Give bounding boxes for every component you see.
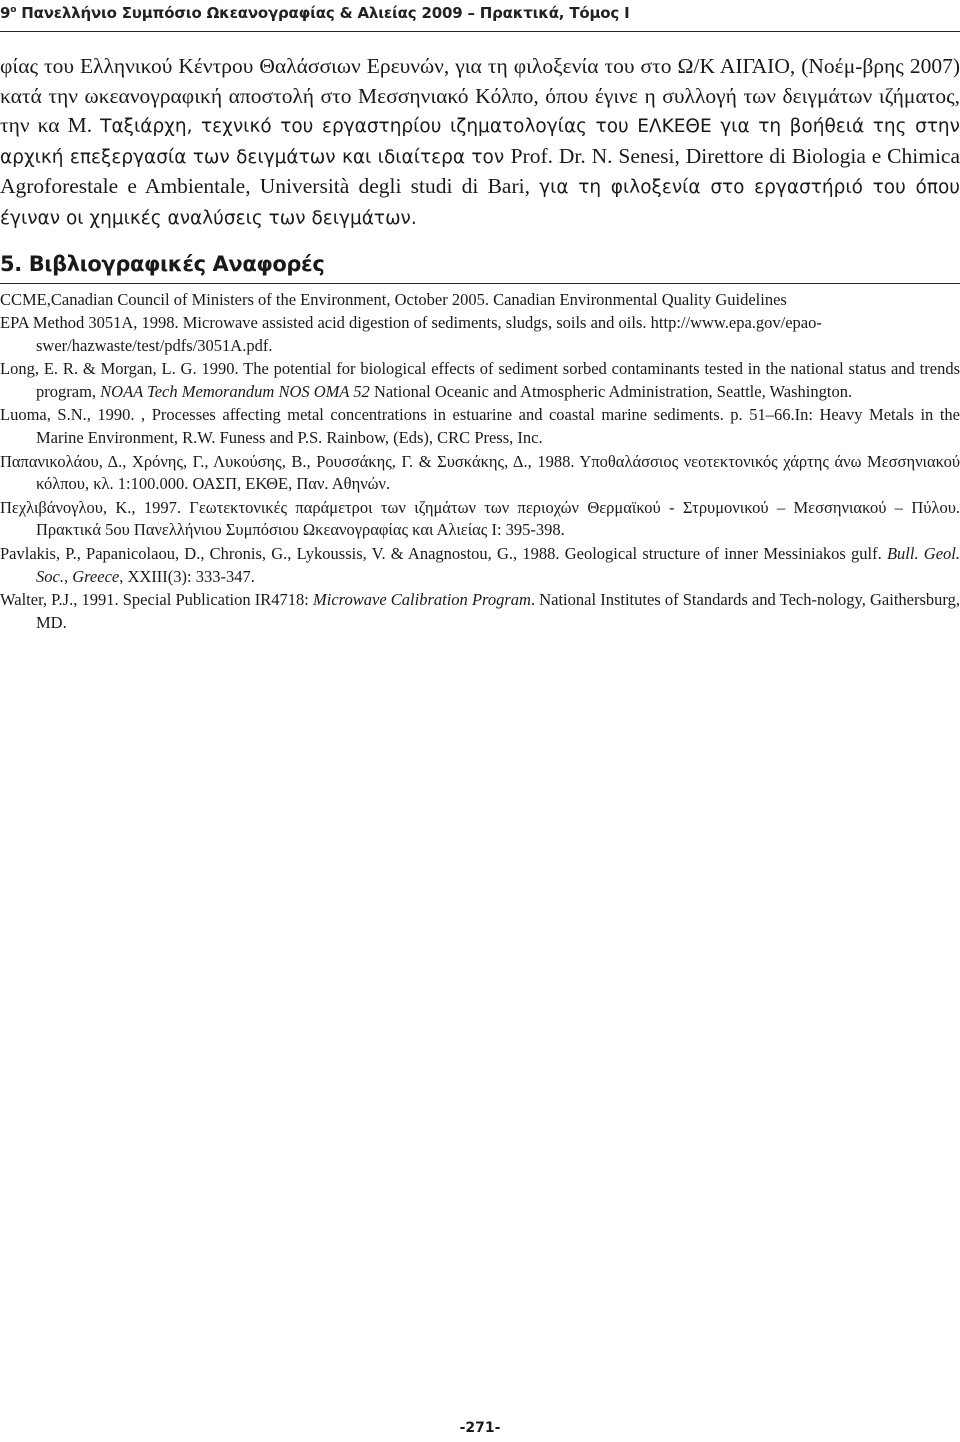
ref-text: EPA Method 3051A, 1998. Microwave assisted acid digestion of sediments, sludgs, soils and oils. http://www.epa.gov/epao-swer/hazwaste/test/pdfs/3051A.pdf.: [0, 313, 822, 356]
reference-entry: [0, 497, 960, 543]
ref-text: Long, E. R. & Morgan, L. G. 1990. The potential for biological effects of sediment sorbed contaminants tested in the national status and trends program,: [0, 359, 960, 402]
reference-entry: [0, 451, 960, 497]
header-ordinal-superscript: ο: [10, 5, 17, 15]
reference-entry: [0, 543, 960, 589]
ref-text: Walter, P.J., 1991. Special Publication IR4718:: [0, 589, 314, 609]
ack-part-4: για τη φιλοξενία στο εργαστήριό του όπου έγιναν οι χημικές αναλύσεις των δειγμάτων.: [0, 177, 960, 229]
ref-text: Παπανικολάου, Δ., Χρόνης, Γ., Λυκούσης, Β., Ρουσσάκης, Γ. & Συσκάκης, Δ., 1988. Υποθαλάσσιος νεοτεκτονικός χάρτης άνω Μεσσηνιακού κόλπου, κλ. 1:100.000. ΟΑΣΠ, ΕΚΘΕ, Παν. Αθηνών.: [0, 451, 960, 494]
ref-text: Πεχλιβάνογλου, Κ., 1997. Γεωτεκτονικές παράμετροι των ιζημάτων των περιοχών Θερμαϊκού - Στρυμονικού – Μεσσηνιακού – Πύλου. Πρακτικά 5ου Πανελλήνιου Συμπόσιου Ωκεανογραφίας και Αλιείας Ι: 395-398.: [0, 497, 960, 540]
page-number: -271-: [459, 1420, 501, 1436]
ack-part-1: φίας του Ελληνικού Κέντρου Θαλάσσιων Ερευνών, για τη φιλοξενία του στο Ω/Κ ΑΙΓΑΙΟ, (Νοέμ-βρης 2007) κατά την ωκεανογραφική αποστολή στο Μεσσηνιακό Κόλπο, όπου έγινε η συλλογή των δειγμάτων ιζήματος, την κα Μ.: [0, 54, 960, 137]
ref-text: CCME,Canadian Council of Ministers of the Environment, October 2005. Canadian Environmental Quality Guidelines: [0, 290, 787, 309]
header-rule: [0, 31, 960, 32]
reference-entry: [0, 358, 960, 404]
section-heading: 5. Βιβλιογραφικές Αναφορές: [0, 252, 325, 276]
ref-text: Luoma, S.N., 1990. , Processes affecting metal concentrations in estuarine and coastal marine sediments. p. 51–66.In: Heavy Metals in the Marine Environment, R.W. Funess and P.S. Rainbow, (Eds), CRC Press, Inc.: [0, 405, 960, 448]
ref-italic: Bull. Geol. Soc., Greece: [36, 543, 960, 586]
ref-italic: Microwave Calibration Program: [313, 589, 531, 609]
ref-text-tail: National Oceanic and Atmospheric Administration, Seattle, Washington.: [369, 382, 853, 402]
ack-part-3: Prof. Dr. N. Senesi, Direttore di Biologia e Chimica Agroforestale e Ambientale, Università degli studi di Bari,: [0, 143, 960, 198]
ref-text-tail: . National Institutes of Standards and Tech-nology, Gaithersburg, MD.: [36, 589, 960, 632]
ref-italic: NOAA Tech Memorandum NOS OMA 52: [100, 382, 370, 402]
section-rule: [0, 283, 960, 284]
header-title: Πανελλήνιο Συμπόσιο Ωκεανογραφίας & Αλιείας 2009 – Πρακτικά, Τόμος I: [16, 4, 630, 22]
ack-part-2: Ταξιάρχη, τεχνικό του εργαστηρίου ιζηματολογίας του ΕΛΚΕΘΕ για τη βοήθειά της στην αρχική επεξεργασία των δειγμάτων και ιδιαίτερα τον: [0, 116, 960, 168]
ref-text-tail: , XXIII(3): 333-347.: [119, 566, 255, 586]
reference-entry: [0, 289, 960, 312]
acknowledgement-paragraph: [0, 52, 960, 233]
running-header: [0, 4, 630, 22]
references-list: [0, 289, 960, 635]
reference-entry: [0, 589, 960, 635]
ref-text: Pavlakis, P., Papanicolaou, D., Chronis, G., Lykoussis, V. & Anagnostou, G., 1988. Geological structure of inner Messiniakos gulf.: [0, 543, 887, 563]
reference-entry: [0, 312, 960, 358]
reference-entry: [0, 404, 960, 450]
header-ordinal: 9: [0, 4, 11, 22]
